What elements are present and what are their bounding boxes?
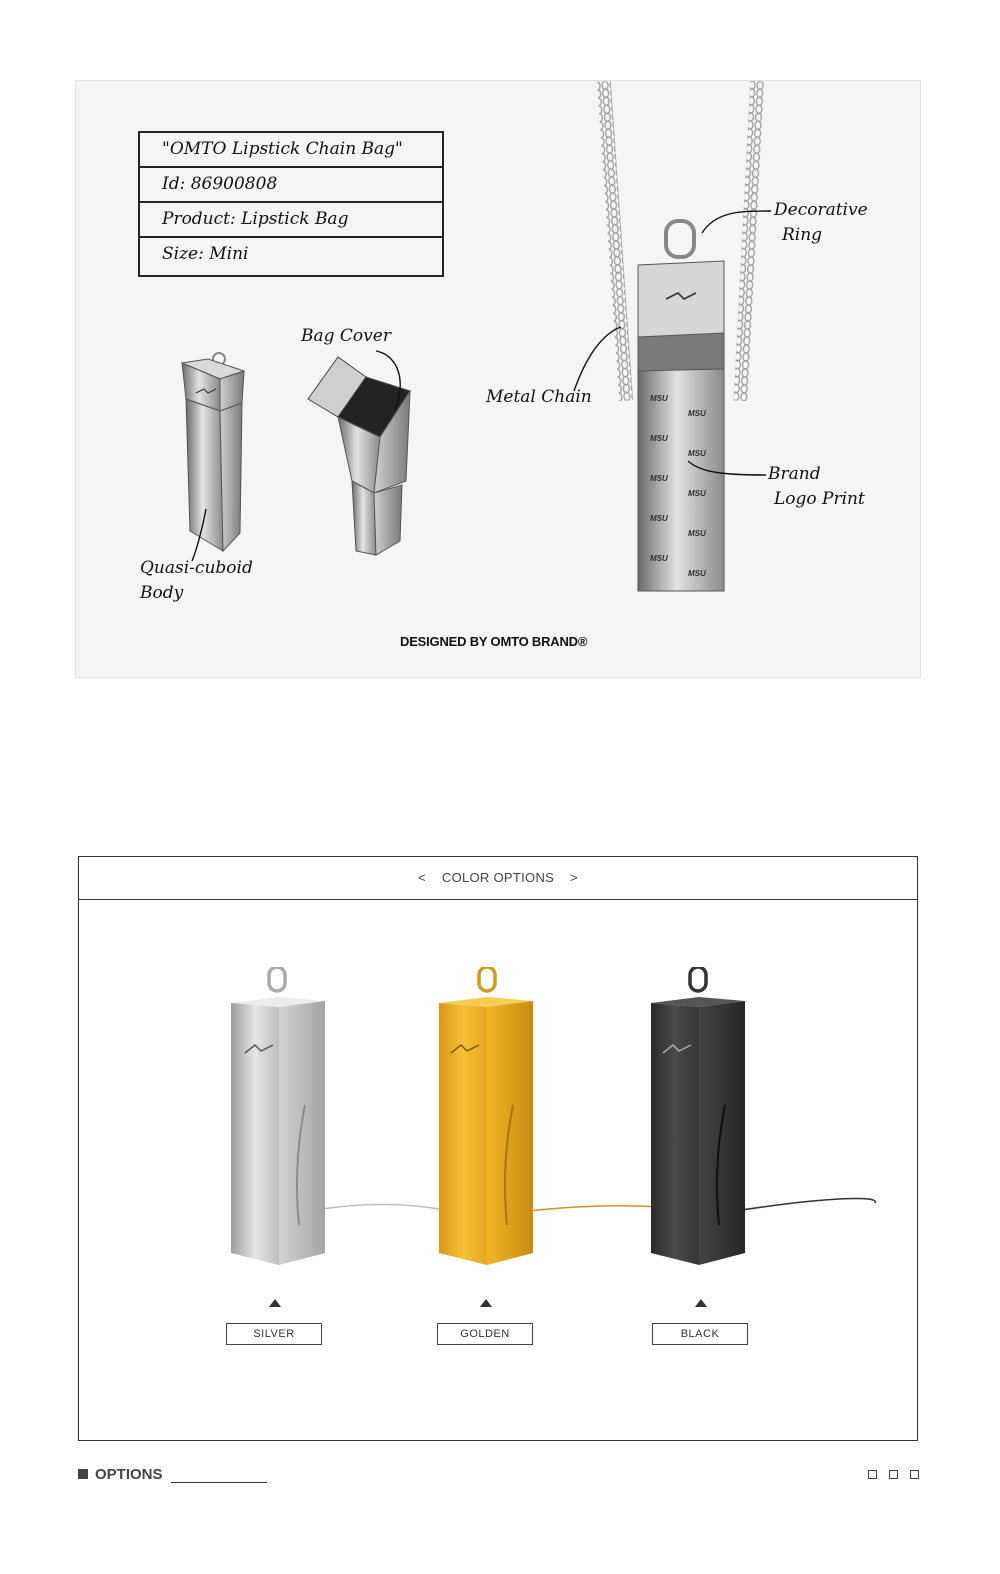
black-chain (729, 1199, 875, 1213)
svg-text:MSU: MSU (650, 514, 668, 523)
design-sketch-panel (75, 80, 921, 678)
golden-bag (439, 967, 533, 1265)
silver-bag (231, 967, 325, 1265)
spec-size: Size: Mini (162, 244, 249, 264)
callout-metal-chain: Metal Chain (486, 387, 592, 407)
color-options-header (79, 857, 917, 900)
option-black[interactable]: BLACK (652, 1323, 748, 1345)
color-options-title: COLOR OPTIONS (441, 870, 555, 885)
svg-text:MSU: MSU (650, 554, 668, 563)
footer-underline (171, 1482, 267, 1483)
svg-text:MSU: MSU (688, 409, 706, 418)
option-silver[interactable]: SILVER (226, 1323, 322, 1345)
section-marker-icon (78, 1469, 88, 1479)
svg-text:MSU: MSU (688, 529, 706, 538)
callout-quasi-cuboid: Quasi-cuboid (140, 558, 253, 578)
callout-body: Body (140, 583, 184, 603)
svg-text:MSU: MSU (650, 474, 668, 483)
callout-logo-print: Logo Print (774, 489, 865, 509)
color-variants-illustration (79, 967, 917, 1377)
callout-decorative: Decorative (774, 200, 868, 220)
next-arrow[interactable]: > (570, 870, 578, 885)
color-options-panel (78, 856, 918, 1441)
large-bag-sketch (597, 81, 765, 591)
spec-product: Product: Lipstick Bag (140, 203, 442, 238)
designer-credit: DESIGNED BY OMTO BRAND® (400, 634, 588, 649)
golden-pointer-icon (480, 1299, 492, 1307)
spec-title: "OMTO Lipstick Chain Bag" (140, 133, 442, 168)
svg-text:MSU: MSU (650, 394, 668, 403)
open-bag-sketch (308, 357, 410, 555)
spec-id: Id: 86900808 (140, 168, 442, 203)
closed-bag-sketch (182, 353, 244, 551)
prev-arrow[interactable]: < (418, 870, 426, 885)
svg-text:MSU: MSU (688, 569, 706, 578)
callout-bag-cover: Bag Cover (301, 326, 391, 346)
svg-text:MSU: MSU (688, 489, 706, 498)
product-spec-card (138, 131, 444, 277)
black-bag (651, 967, 745, 1265)
silver-pointer-icon (269, 1299, 281, 1307)
footer-title: OPTIONS (95, 1466, 163, 1483)
page-indicator-2[interactable] (889, 1470, 898, 1479)
svg-text:MSU: MSU (650, 434, 668, 443)
page-indicator-3[interactable] (910, 1470, 919, 1479)
callout-ring: Ring (782, 225, 823, 245)
option-golden[interactable]: GOLDEN (437, 1323, 533, 1345)
page-indicator-1[interactable] (868, 1470, 877, 1479)
callout-brand: Brand (768, 464, 821, 484)
black-pointer-icon (695, 1299, 707, 1307)
svg-text:MSU: MSU (688, 449, 706, 458)
